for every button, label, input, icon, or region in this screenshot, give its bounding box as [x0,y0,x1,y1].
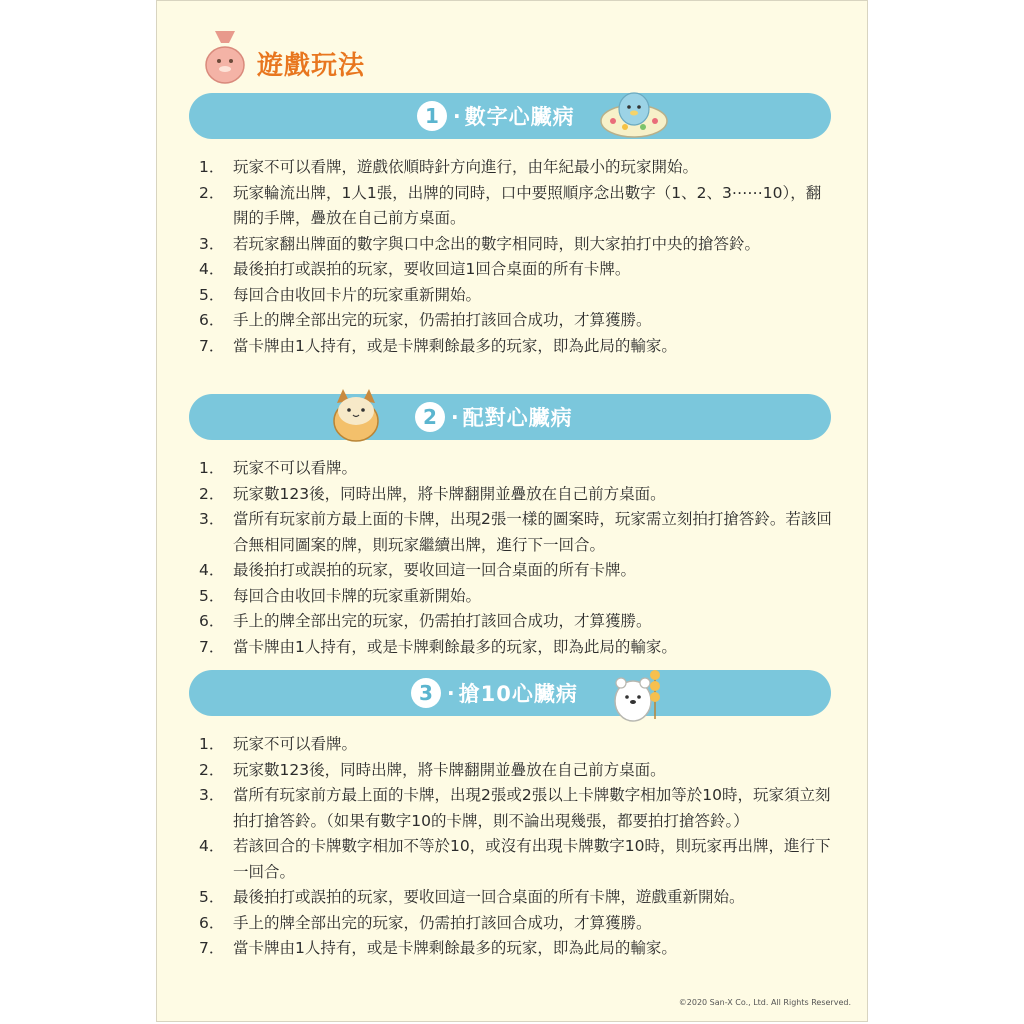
rule-item: 2． 玩家數123後，同時出牌，將卡牌翻開並疊放在自己前方桌面。 [199,484,666,503]
rules-sheet [156,0,868,1022]
section-number-1: 1 [417,101,447,131]
rule-item: 4． 若該回合的卡牌數字相加不等於10，或沒有出現卡牌數字10時，則玩家再出牌，進行下一回合。 [199,837,831,881]
rule-item: 1． 玩家不可以看牌，遊戲依順時針方向進行，由年紀最小的玩家開始。 [199,158,699,176]
rule-item: 3． 若玩家翻出牌面的數字與口中念出的數字相同時，則大家拍打中央的搶答鈴。 [199,234,761,253]
rule-item: 1． 玩家不可以看牌。 [199,459,358,477]
cat-tempura-icon [329,381,383,443]
rules-list-3 [199,732,833,962]
rule-item: 2． 玩家輪流出牌，1人1張，出牌的同時，口中要照順序念出數字（1、2、3⋯⋯10），翻開的手牌，疊放在自己前方桌面。 [199,183,822,227]
bag-mascot-icon [201,25,249,85]
rule-item: 6． 手上的牌全部出完的玩家，仍需拍打該回合成功，才算獲勝。 [199,913,652,932]
rule-item: 5． 每回合由收回卡牌的玩家重新開始。 [199,586,482,605]
section-header-3 [189,670,831,716]
rule-item: 7． 當卡牌由1人持有，或是卡牌剩餘最多的玩家，即為此局的輸家。 [199,939,677,957]
rule-item: 4． 最後拍打或誤拍的玩家，要收回這1回合桌面的所有卡牌。 [199,260,631,278]
rule-item: 7． 當卡牌由1人持有，或是卡牌剩餘最多的玩家，即為此局的輸家。 [199,336,677,355]
section-header-1 [189,93,831,139]
rule-item: 4． 最後拍打或誤拍的玩家，要收回這一回合桌面的所有卡牌。 [199,561,637,579]
rule-item: 2． 玩家數123後，同時出牌，將卡牌翻開並疊放在自己前方桌面。 [199,760,666,779]
section-dot: · [453,104,461,128]
section-dot: · [451,405,459,429]
rule-item: 1． 玩家不可以看牌。 [199,735,358,753]
polar-bear-dango-icon [611,661,671,725]
copyright-notice: ©2020 San-X Co., Ltd. All Rights Reserved. [678,998,851,1007]
section-title-3: 搶10心臟病 [458,682,578,706]
ufo-penguin-icon [599,83,669,145]
section-number-3: 3 [411,678,441,708]
section-dot: · [447,681,455,705]
rule-item: 6． 手上的牌全部出完的玩家，仍需拍打該回合成功，才算獲勝。 [199,612,652,630]
rule-item: 3． 當所有玩家前方最上面的卡牌，出現2張或2張以上卡牌數字相加等於10時，玩家須立刻拍打搶答鈴。（如果有數字10的卡牌，則不論出現幾張，都要拍打搶答鈴。） [199,786,831,830]
rules-list-1 [199,155,833,359]
rules-list-2 [199,456,833,660]
page-title: 遊戲玩法 [257,51,366,81]
rule-item: 5． 每回合由收回卡片的玩家重新開始。 [199,285,482,304]
section-title-2: 配對心臟病 [462,406,573,430]
section-title-1: 數字心臟病 [464,105,575,129]
rule-item: 7． 當卡牌由1人持有，或是卡牌剩餘最多的玩家，即為此局的輸家。 [199,637,677,656]
section-header-2 [189,394,831,440]
section-number-2: 2 [415,402,445,432]
rule-item: 5． 最後拍打或誤拍的玩家，要收回這一回合桌面的所有卡牌，遊戲重新開始。 [199,888,745,906]
rule-item: 6． 手上的牌全部出完的玩家，仍需拍打該回合成功，才算獲勝。 [199,311,652,329]
rule-item: 3． 當所有玩家前方最上面的卡牌，出現2張一樣的圖案時，玩家需立刻拍打搶答鈴。若該回合無相同圖案的牌，則玩家繼續出牌，進行下一回合。 [199,510,832,554]
